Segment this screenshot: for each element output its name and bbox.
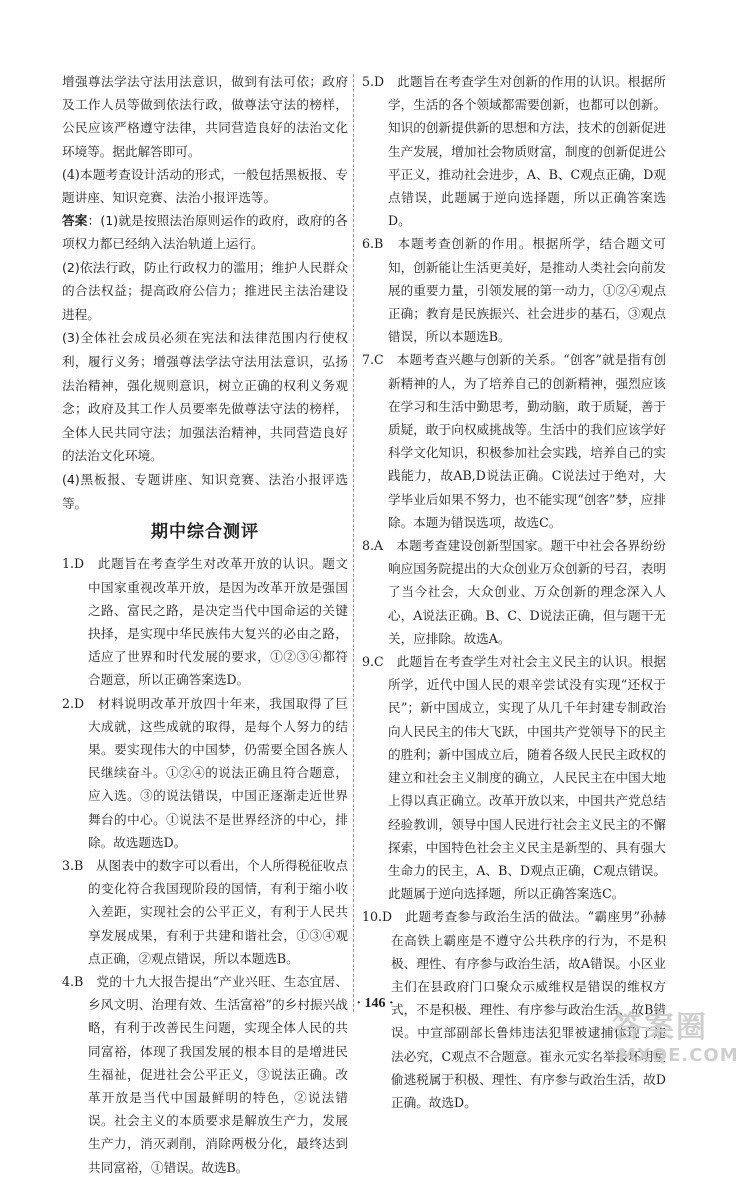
answer-item: 7.C 本题考查兴趣与创新的关系。“创客”就是指有创新精神的人，为了培养自己的创新精神，强烈应该在学习和生活中勤思考，勤动脑，敢于质疑，善于质疑，敢于向权威挑战等。生活中的我们应该学好科学文化知识，积极参加社会实践，培养自己的实践能力，故AB,D说法正确。C说法过于绝对，大学毕业后如果不努力，也不能实现“创客”梦，应排除。本题为错误选项，故选C。 [362,352,666,530]
intro-paragraph: (4)本题考查设计活动的形式，一般包括黑板报、专题讲座、知识竞赛、法治小报评选等。 [62,166,348,206]
answer-item: 2.D 材料说明改革开放四十年来，我国取得了巨大成就，这些成就的取得，是每个人努力的结果。要实现伟大的中国梦，仍需要全国各族人民继续奋斗。①②④的说法正确且符合题意，应入选。③的说法错误，中国正逐渐走近世界舞台的中心。①说法不是世界经济的中心，排除。故选题选D。 [62,695,348,850]
answer-item: 10.D 此题考查参与政治生活的做法。“霸座男”孙赫在高铁上霸座是不遵守公共秩序的行为，不是积极、理性、有序参与政治生活，故A错误。小区业主们在县政府门口聚众示威维权是错误的维权方式，不是积极、理性、有序参与政治生活，故B错误。中宣部副部长鲁炜违法犯罪被逮捕体现了违法必究，C观点不合题意。崔永元实名举报坏明星偷逃税属于积极、理性、有序参与政治生活，故D正确。故选D。 [362,909,666,1110]
section-title: 期中综合测评 [151,522,259,543]
page-number: · 146 · [356,996,394,1011]
left-column [62,70,348,1179]
right-column [362,70,666,1114]
answer-paragraph [62,209,348,255]
watermark-top: 答案圈 [612,1010,708,1045]
watermark-bottom: MXQE.COM [618,1045,739,1066]
answer-paragraph: (4)黑板报、专题讲座、知识竞赛、法治小报评选等。 [62,471,348,511]
answer-item: 6.B 本题考查创新的作用。根据所学，结合题文可知，创新能让生活更美好，是推动人类社会向前发展的重要力量，引领发展的第一动力，①②④观点正确；教育是民族振兴、社会进步的基石，③观点错误，所以本题选B。 [362,236,666,345]
intro-paragraph: 增强尊法学法守法用法意识，做到有法可依；政府及工作人员等做到依法行政，做尊法守法的榜样，公民应该严格遵守法律，共同营造良好的法治文化环境等。据此解答即可。 [62,74,348,159]
watermark-logo [612,1010,742,1074]
answer-item: 1.D 此题旨在考查学生对改革开放的认识。题文中国家重视改革开放，是因为改革开放是强国之路、富民之路，是决定当代中国命运的关键抉择，是实现中华民族伟大复兴的必由之路，适应了世界和时代发展的要求，①②③④都符合题意，所以正确答案选D。 [62,556,348,688]
answer-item: 9.C 此题旨在考查学生对社会主义民主的认识。根据所学，近代中国人民的艰辛尝试没有实现“还权于民”；新中国成立，实现了从几千年封建专制政治向人民民主的伟大飞跃，中国共产党领导下的民主的胜利；新中国成立后，随着各级人民民主政权的建立和社会主义制度的确立，人民民主在中国大地上得以真正确立。改革开放以来，中国共产党总结经验教训，领导中国人民进行社会主义民主的不懈探索，中国特色社会主义民主是新型的、具有强大生命力的民主，A、B、D观点正确，C观点错误。此题属于逆向选择题，所以正确答案选C。 [362,654,666,902]
answer-item: 5.D 此题旨在考查学生对创新的作用的认识。根据所学，生活的各个领域都需要创新，也都可以创新。知识的创新提供新的思想和方法，技术的创新促进生产发展，增加社会物质财富，制度的创新促进公平正义，推动社会进步，A、B、C观点正确，D观点错误，此题属于逆向选择题，所以正确答案选D。 [362,74,666,229]
answer-item: 4.B 党的十九大报告提出“产业兴旺、生态宜居、乡风文明、治理有效、生活富裕”的乡村振兴战略，有利于改善民生问题，实现全体人民的共同富裕，体现了我国发展的根本目的是增进民生福祉，促进社会公平正义，③说法正确。改革开放是当代中国最鲜明的特色，②说法错误。社会主义的本质要求是解放生产力，发展生产力，消灭剥削，消除两极分化，最终达到共同富裕，①错误。故选B。 [62,974,348,1175]
answer-item: 3.B 从图表中的数字可以看出，个人所得税征收点的变化符合我国现阶段的国情，有利于缩小收入差距，实现社会的公平正义，有利于人民共享发展成果，有利于共建和谐社会，①③④观点正确，②观点错误，所以本题选B。 [62,858,348,966]
answer-text: ：(1)就是按照法治原则运作的政府，政府的各项权力都已经纳入法治轨道上运行。 [62,213,349,252]
answer-paragraph: (2)依法行政，防止行政权力的滥用；维护人民群众的合法权益；提高政府公信力；推进民主法治建设进程。 [62,259,348,322]
answer-paragraph: (3)全体社会成员必须在宪法和法律范围内行使权利，履行义务；增强尊法学法守法用法意识，弘扬法治精神，强化规则意识，树立正确的权利义务观念；政府及其工作人员要率先做尊法守法的榜样，全体人民共同守法；加强法治精神，共同营造良好的法治文化环境。 [62,330,348,464]
answer-item: 8.A 本题考查建设创新型国家。题干中社会各界纷纷响应国务院提出的大众创业万众创新的号召，表明了当今社会，大众创业、万众创新的理念深入人心，A说法正确。B、C、D说法正确，但与题干无关，应排除。故选A。 [362,538,666,646]
answer-label: 答案 [62,213,88,229]
column-divider [353,74,354,1012]
